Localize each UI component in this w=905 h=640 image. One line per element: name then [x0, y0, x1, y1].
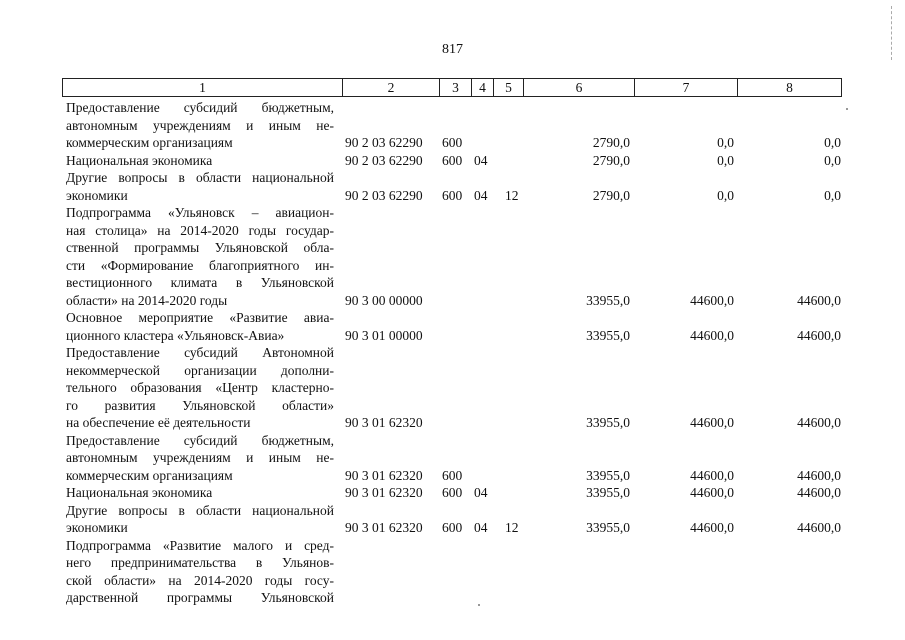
cell-code: 90 2 03 62290	[345, 135, 423, 150]
page-number: 817	[442, 42, 463, 57]
header-col-4: 4	[472, 79, 494, 96]
table-row	[0, 152, 905, 170]
description-line: го развития Ульяновской области»	[66, 397, 334, 413]
description-line: Предоставление субсидий Автономной	[66, 345, 334, 360]
header-col-8: 8	[786, 80, 793, 95]
description-line: Другие вопросы в области национальной	[66, 170, 334, 185]
cell-rz: 04	[474, 520, 488, 535]
cell-vr: 600	[442, 467, 463, 483]
cell-vr: 600	[442, 152, 463, 168]
description-line: автономным учреждениям и иным не-	[66, 450, 334, 465]
cell-code: 90 3 01 00000	[345, 327, 423, 343]
cell-v6: 2790,0	[592, 187, 630, 203]
cell-code: 90 2 03 62290	[345, 152, 423, 168]
header-col-2: 2	[343, 79, 440, 96]
cell-v8: 0,0	[824, 152, 841, 168]
cell-vr: 600	[442, 520, 463, 535]
description-line: Национальная экономика	[66, 485, 213, 500]
cell-v6: 33955,0	[586, 520, 630, 535]
table-row	[0, 169, 905, 204]
description-line: ционного кластера «Ульяновск-Авиа»	[66, 327, 285, 343]
cell-v7: 44600,0	[690, 520, 734, 535]
description-line: ственной программы Ульяновской обла-	[66, 240, 334, 255]
cell-v8: 44600,0	[797, 467, 841, 483]
cell-v6: 33955,0	[586, 415, 630, 430]
cell-v8: 44600,0	[797, 485, 841, 500]
header-col-3: 3	[440, 79, 472, 96]
description-line: тельного образования «Центр кластерно-	[66, 380, 334, 395]
cell-code: 90 2 03 62290	[345, 187, 423, 203]
description-line: экономики	[66, 520, 128, 535]
description-line: области» на 2014-2020 годы	[66, 292, 228, 308]
cell-pr: 12	[505, 520, 519, 535]
table-row	[0, 309, 905, 344]
description-line: экономики	[66, 187, 128, 203]
cell-v6: 33955,0	[586, 485, 630, 500]
description-line: него предпринимательства в Ульянов-	[66, 555, 334, 570]
header-col-5: 5	[494, 79, 524, 96]
row-description	[66, 152, 334, 170]
table-row	[0, 484, 905, 502]
description-line: ная столица» на 2014-2020 годы государ-	[66, 222, 334, 238]
row-description	[66, 344, 334, 432]
cell-pr: 12	[505, 187, 519, 203]
cell-v6: 33955,0	[586, 292, 630, 308]
table-row	[0, 537, 905, 607]
cell-v6: 33955,0	[586, 467, 630, 483]
cell-vr: 600	[442, 187, 463, 203]
cell-rz: 04	[474, 485, 488, 500]
cell-v8: 44600,0	[797, 292, 841, 308]
row-description	[66, 484, 334, 502]
description-line: Предоставление субсидий бюджетным,	[66, 100, 334, 115]
cell-v6: 33955,0	[586, 327, 630, 343]
cell-rz: 04	[474, 152, 488, 168]
cell-v7: 44600,0	[690, 327, 734, 343]
cell-v7: 0,0	[717, 187, 734, 203]
description-line: Другие вопросы в области национальной	[66, 502, 334, 518]
cell-rz: 04	[474, 187, 488, 203]
cell-code: 90 3 01 62320	[345, 467, 423, 483]
table-row	[0, 432, 905, 485]
description-line: дарственной программы Ульяновской	[66, 590, 334, 605]
row-description	[66, 204, 334, 309]
description-line: на обеспечение её деятельности	[66, 415, 251, 430]
cell-v6: 2790,0	[592, 152, 630, 168]
cell-v7: 0,0	[717, 135, 734, 150]
description-line: Основное мероприятие «Развитие авиа-	[66, 310, 334, 325]
cell-code: 90 3 01 62320	[345, 485, 423, 500]
table-row	[0, 99, 905, 152]
cell-v7: 44600,0	[690, 292, 734, 308]
row-description	[66, 99, 334, 152]
description-line: некоммерческой организации дополни-	[66, 362, 334, 378]
row-description	[66, 502, 334, 537]
header-col-7: 7	[635, 79, 738, 96]
cell-v8: 0,0	[824, 135, 841, 150]
cell-v7: 44600,0	[690, 467, 734, 483]
cell-v7: 44600,0	[690, 415, 734, 430]
header-col-1: 1	[63, 79, 343, 96]
cell-code: 90 3 01 62320	[345, 415, 423, 430]
description-line: Подпрограмма «Развитие малого и сред-	[66, 537, 334, 553]
cell-v8: 0,0	[824, 187, 841, 203]
cell-v6: 2790,0	[592, 135, 630, 150]
cell-v7: 0,0	[717, 152, 734, 168]
cell-v7: 44600,0	[690, 485, 734, 500]
cell-code: 90 3 00 00000	[345, 292, 423, 308]
row-description	[66, 432, 334, 485]
description-line: автономным учреждениям и иным не-	[66, 117, 334, 133]
description-line: коммерческим организациям	[66, 467, 233, 483]
description-line: Национальная экономика	[66, 152, 213, 168]
cell-vr: 600	[442, 135, 463, 150]
cell-vr: 600	[442, 485, 463, 500]
description-line: ской области» на 2014-2020 годы госу-	[66, 572, 334, 588]
header-col-6: 6	[524, 79, 635, 96]
description-line: вестиционного климата в Ульяновской	[66, 275, 334, 290]
row-description	[66, 309, 334, 344]
cell-v8: 44600,0	[797, 327, 841, 343]
cell-v8: 44600,0	[797, 415, 841, 430]
description-line: Предоставление субсидий бюджетным,	[66, 432, 334, 448]
row-description	[66, 169, 334, 204]
cell-v8: 44600,0	[797, 520, 841, 535]
table-header	[62, 78, 842, 97]
table-row	[0, 204, 905, 309]
table-row	[0, 344, 905, 432]
description-line: сти «Формирование благоприятного ин-	[66, 257, 334, 273]
row-description	[66, 537, 334, 607]
description-line: коммерческим организациям	[66, 135, 233, 150]
cell-code: 90 3 01 62320	[345, 520, 423, 535]
table-row	[0, 502, 905, 537]
description-line: Подпрограмма «Ульяновск – авиацион-	[66, 205, 334, 220]
